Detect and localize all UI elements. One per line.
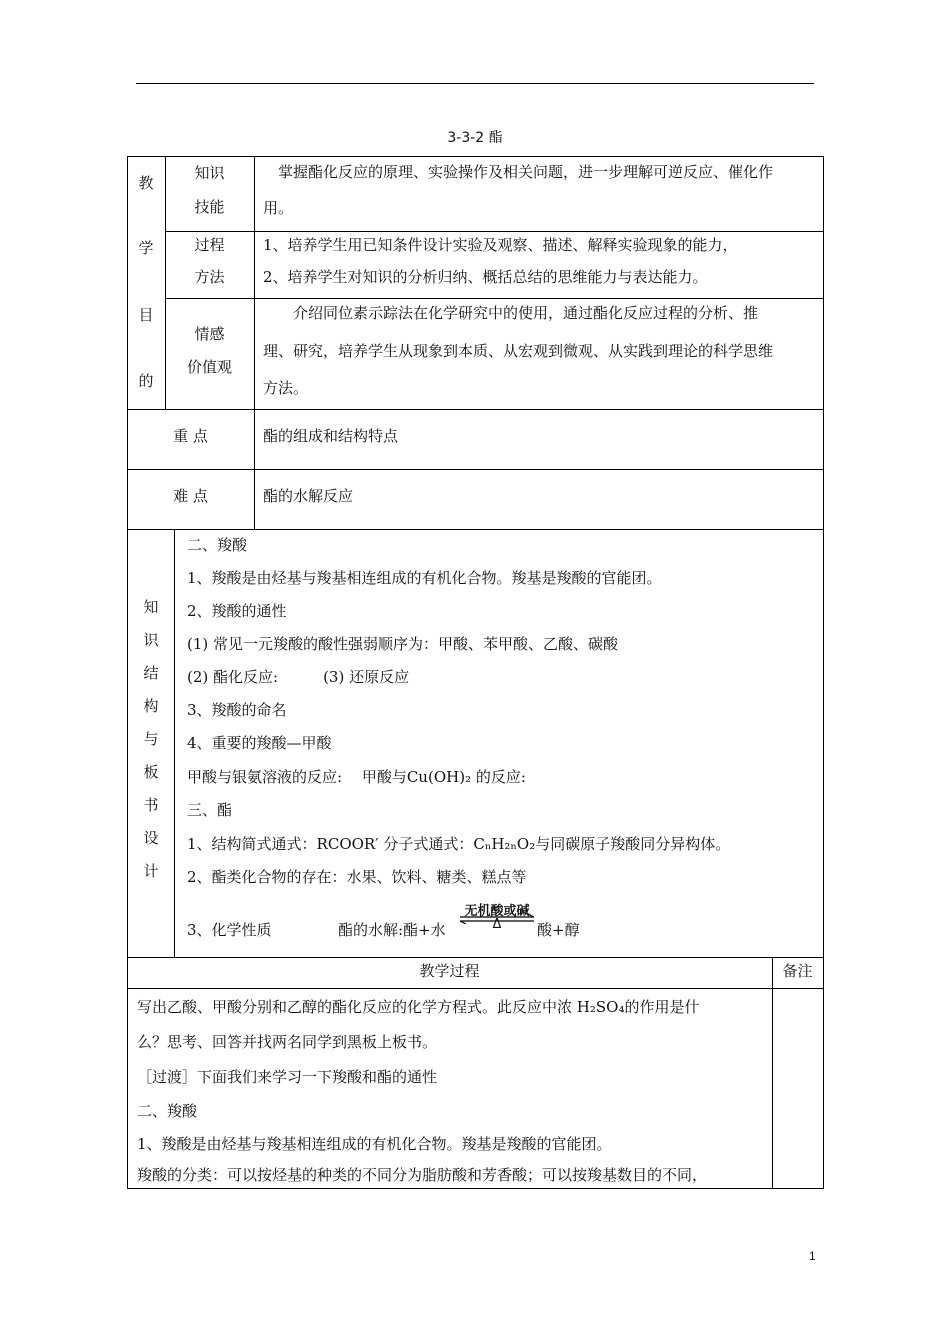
board-line: 二、羧酸: [187, 536, 248, 554]
condition-heat: Δ: [492, 917, 502, 932]
board-label-char: 与: [143, 730, 159, 748]
page-title: 3-3-2 酯: [447, 130, 503, 146]
goal-content-line: 理、研究，培养学生从现象到本质、从宏观到微观、从实践到理论的科学思维: [263, 342, 774, 360]
chem-reaction-label: 酯的水解:酯+水: [338, 921, 446, 939]
header-rule: [136, 83, 814, 84]
difficulty-label: 难 点: [173, 487, 208, 505]
goal-content-line: 掌握酯化反应的原理、实验操作及相关问题，进一步理解可逆反应、催化作: [263, 163, 774, 181]
board-label-char: 设: [143, 829, 159, 847]
goal-label-emotion: 情感: [194, 325, 225, 343]
board-line: 4、重要的羧酸—甲酸: [187, 734, 332, 752]
board-line: 3、羧酸的命名: [187, 701, 287, 719]
board-line: 甲酸与银氨溶液的反应: 甲酸与Cu(OH)₂ 的反应:: [187, 768, 526, 786]
difficulty-content: 酯的水解反应: [263, 487, 354, 505]
board-line: 2、羧酸的通性: [187, 602, 287, 620]
condition-catalyst: 无机酸或碱: [464, 904, 530, 919]
goals-label-char: 学: [138, 239, 154, 257]
goal-label-knowledge: 技能: [194, 198, 225, 216]
goal-label-process: 方法: [194, 268, 225, 286]
process-line: ［过渡］下面我们来学习一下羧酸和酯的通性: [137, 1068, 438, 1086]
board-line: 三、酯: [187, 801, 233, 819]
board-label-char: 计: [143, 862, 159, 880]
board-line: (1) 常见一元羧酸的酸性强弱顺序为：甲酸、苯甲酸、乙酸、碳酸: [187, 635, 619, 653]
chem-product: 酸+醇: [537, 921, 580, 939]
board-label-char: 结: [143, 664, 159, 682]
board-label-char: 书: [143, 796, 159, 814]
board-label-char: 板: [143, 763, 159, 781]
goal-label-emotion: 价值观: [186, 358, 232, 376]
board-label-char: 构: [143, 697, 159, 715]
board-label-char: 知: [143, 598, 159, 616]
reaction-condition: [458, 900, 536, 936]
process-line: 二、羧酸: [137, 1102, 198, 1120]
goal-label-process: 过程: [194, 236, 225, 254]
board-line: 1、羧酸是由烃基与羧基相连组成的有机化合物。羧基是羧酸的官能团。: [187, 569, 662, 587]
goal-content-line: 介绍同位素示踪法在化学研究中的使用，通过酯化反应过程的分析、推: [263, 304, 759, 322]
goals-label-char: 目: [138, 306, 154, 324]
process-header: 教学过程: [419, 962, 480, 980]
goal-content-line: 用。: [263, 199, 294, 217]
page-number: 1: [809, 1249, 816, 1263]
key-point-label: 重 点: [173, 427, 208, 445]
process-line: 羧酸的分类：可以按烃基的种类的不同分为脂肪酸和芳香酸；可以按羧基数目的不同，: [137, 1166, 708, 1184]
board-line: (2) 酯化反应: (3) 还原反应: [187, 668, 410, 686]
chem-prefix: 3、化学性质: [187, 921, 272, 939]
process-line: 么？思考、回答并找两名同学到黑板上板书。: [137, 1033, 438, 1051]
goals-label-char: 教: [138, 174, 154, 192]
goal-content-line: 方法。: [263, 379, 309, 397]
goal-content-line: 2、培养学生对知识的分析归纳、概括总结的思维能力与表达能力。: [263, 268, 708, 286]
board-label-char: 识: [143, 631, 159, 649]
goal-content-line: 1、培养学生用已知条件设计实验及观察、描述、解释实验现象的能力，: [263, 236, 738, 254]
process-line: 写出乙酸、甲酸分别和乙醇的酯化反应的化学方程式。此反应中浓 H₂SO₄的作用是什: [137, 998, 700, 1016]
board-line: 2、酯类化合物的存在：水果、饮料、糖类、糕点等: [187, 868, 527, 886]
board-line: 1、结构简式通式：RCOOR′ 分子式通式：CₙH₂ₙO₂与同碳原子羧酸同分异构体。: [187, 835, 731, 853]
process-line: 1、羧酸是由烃基与羧基相连组成的有机化合物。羧基是羧酸的官能团。: [137, 1135, 612, 1153]
notes-header: 备注: [782, 962, 813, 980]
goal-label-knowledge: 知识: [194, 164, 225, 182]
key-point-content: 酯的组成和结构特点: [263, 427, 399, 445]
goals-label-char: 的: [138, 372, 154, 390]
